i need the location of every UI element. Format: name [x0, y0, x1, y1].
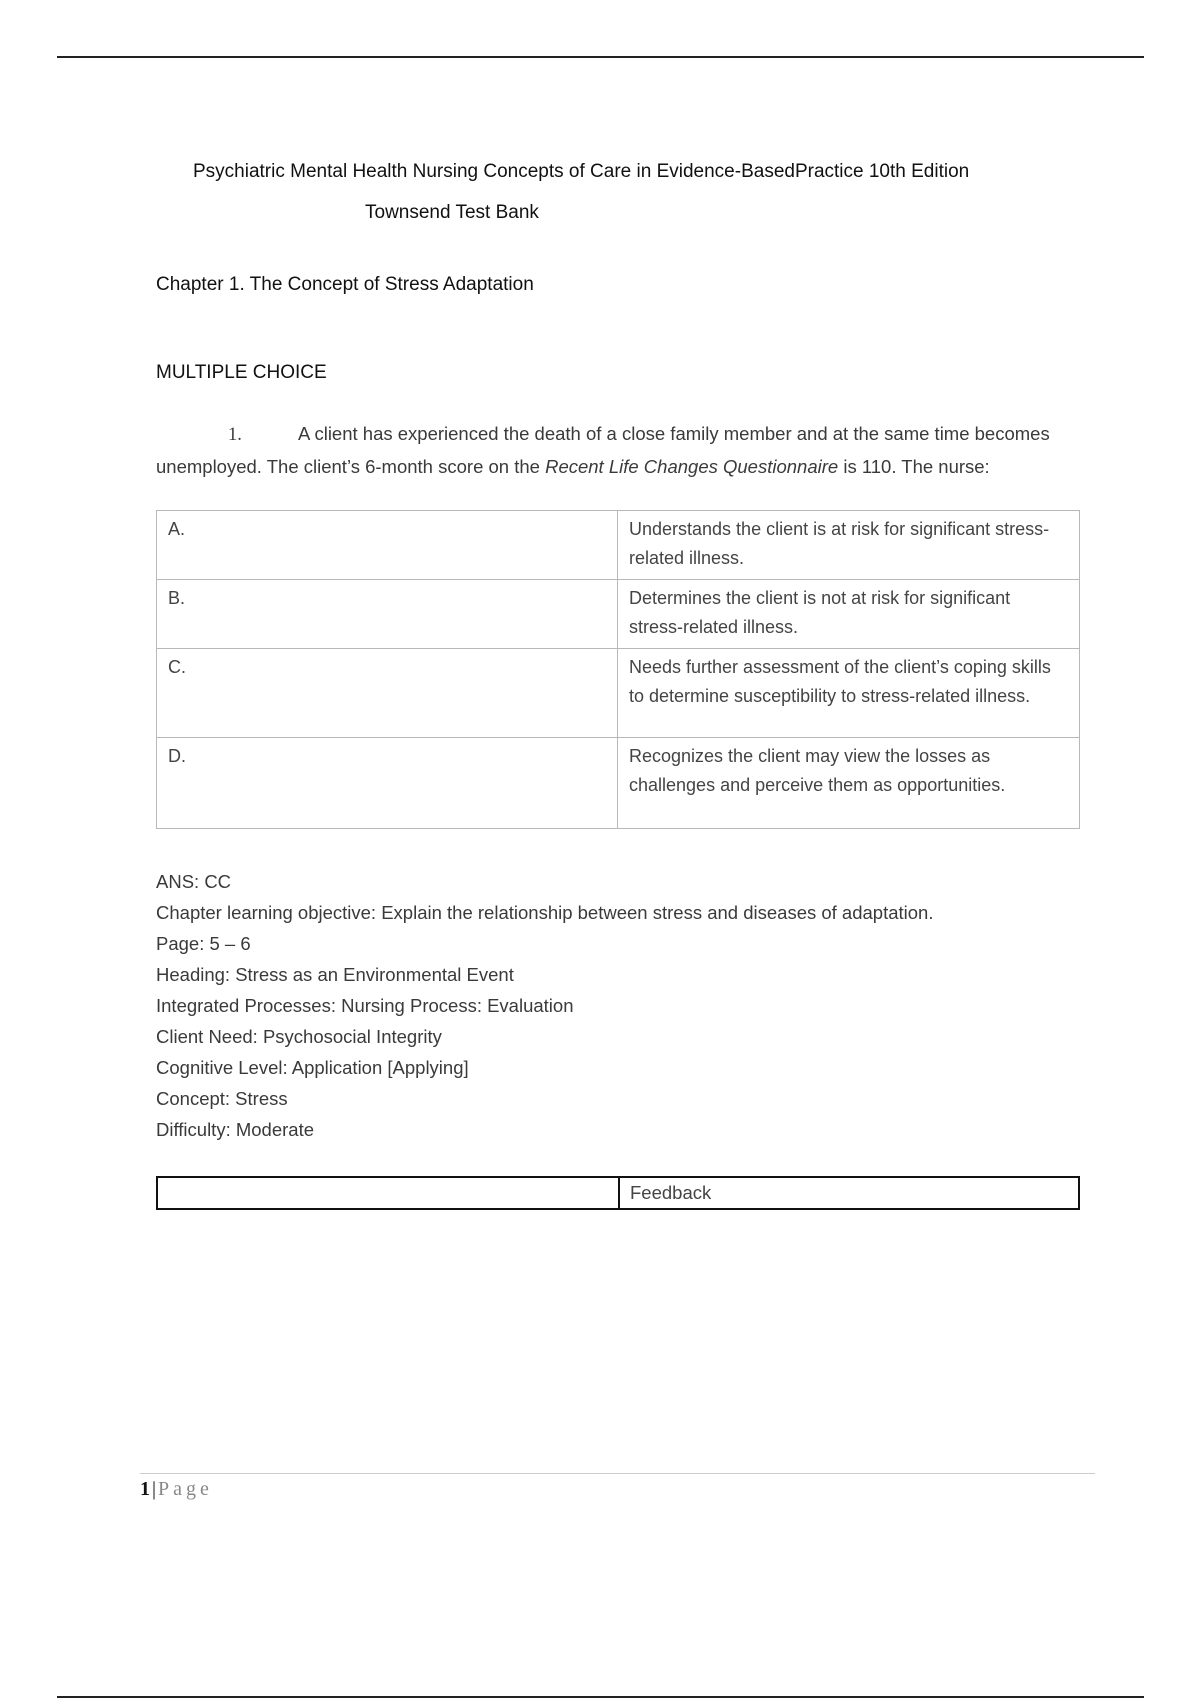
bottom-rule	[57, 1696, 1144, 1698]
feedback-row	[157, 1177, 1079, 1209]
choices-table	[156, 510, 1080, 829]
document-title-line-1: Psychiatric Mental Health Nursing Concepts of Care in Evidence-BasedPractice 10th Edition	[193, 161, 970, 182]
section-label: MULTIPLE CHOICE	[156, 362, 327, 383]
footer-page-number: 1	[140, 1478, 150, 1500]
answer-line: ANS: CC	[156, 871, 232, 892]
top-rule	[57, 56, 1144, 58]
chapter-title: Chapter 1. The Concept of Stress Adaptation	[156, 274, 534, 295]
cognitive-level: Cognitive Level: Application [Applying]	[156, 1057, 469, 1078]
question-text-part1: A client has experienced the death of a close family member and at the same time becomes unemployed. The client’s 6-month score on the	[156, 423, 1050, 477]
choice-letter: D.	[157, 738, 618, 829]
feedback-table	[156, 1176, 1080, 1210]
integrated-processes: Integrated Processes: Nursing Process: Evaluation	[156, 995, 574, 1016]
choice-letter: A.	[157, 511, 618, 580]
learning-objective: Chapter learning objective: Explain the relationship between stress and diseases of adaptation.	[156, 902, 934, 923]
choice-text: Understands the client is at risk for significant stress-related illness.	[618, 511, 1080, 580]
page-reference: Page: 5 – 6	[156, 933, 251, 954]
choice-row	[157, 649, 1080, 738]
page-footer	[140, 1478, 213, 1501]
concept: Concept: Stress	[156, 1088, 288, 1109]
feedback-label: Feedback	[619, 1177, 1079, 1209]
footer-separator: |	[152, 1478, 157, 1500]
choice-letter: B.	[157, 580, 618, 649]
question-stem	[156, 418, 1076, 482]
feedback-blank-cell	[157, 1177, 619, 1209]
choice-text: Recognizes the client may view the losses as challenges and perceive them as opportunities.	[618, 738, 1080, 829]
client-need: Client Need: Psychosocial Integrity	[156, 1026, 442, 1047]
answer-metadata	[156, 866, 936, 1145]
choice-row	[157, 580, 1080, 649]
choice-text: Needs further assessment of the client’s coping skills to determine susceptibility to stress-related illness.	[618, 649, 1080, 738]
footer-rule	[140, 1473, 1095, 1474]
question-number: 1.	[228, 425, 242, 445]
question-text-part2: is 110. The nurse:	[838, 456, 990, 477]
footer-page-word: Page	[158, 1478, 213, 1500]
choice-text: Determines the client is not at risk for significant stress-related illness.	[618, 580, 1080, 649]
choice-letter: C.	[157, 649, 618, 738]
choice-row	[157, 511, 1080, 580]
choice-row	[157, 738, 1080, 829]
question-text-italic: Recent Life Changes Questionnaire	[545, 456, 839, 477]
difficulty: Difficulty: Moderate	[156, 1119, 314, 1140]
heading-reference: Heading: Stress as an Environmental Event	[156, 964, 514, 985]
document-title-line-2: Townsend Test Bank	[365, 202, 539, 223]
